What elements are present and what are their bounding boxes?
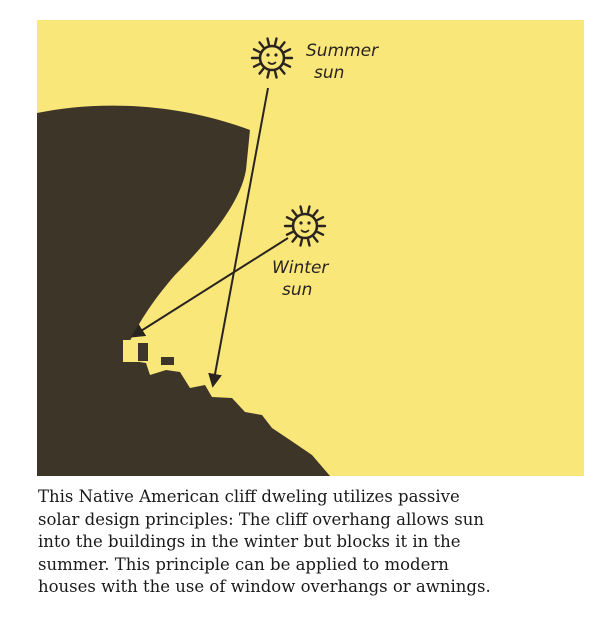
winter-sun-label-line1: Winter bbox=[272, 258, 329, 278]
sun-ray bbox=[275, 39, 276, 45]
caption-line: into the buildings in the winter but blocks it in the bbox=[38, 532, 461, 551]
winter-sun-label-line2: sun bbox=[282, 280, 313, 300]
dwelling-1 bbox=[123, 340, 139, 362]
summer-sun-label-line2: sun bbox=[314, 63, 345, 83]
dwelling-3 bbox=[161, 357, 174, 365]
sun-ray bbox=[268, 72, 269, 78]
caption-line: summer. This principle can be applied to modern bbox=[38, 554, 449, 574]
caption-line: houses with the use of window overhangs or awnings. bbox=[38, 577, 491, 596]
summer-sun-label-line1: Summer bbox=[306, 41, 379, 61]
caption-line: solar design principles: The cliff overhang allows sun bbox=[38, 509, 484, 529]
sun-ray bbox=[308, 240, 309, 246]
sun-ray bbox=[275, 72, 276, 78]
sun-ray bbox=[268, 39, 269, 45]
figure-caption bbox=[38, 486, 578, 599]
dwelling-4 bbox=[138, 343, 148, 361]
sun-ray bbox=[301, 240, 302, 246]
sun-ray bbox=[301, 207, 302, 213]
caption-line: This Native American cliff dweling utilizes passive bbox=[38, 487, 460, 506]
sun-ray bbox=[308, 207, 309, 213]
